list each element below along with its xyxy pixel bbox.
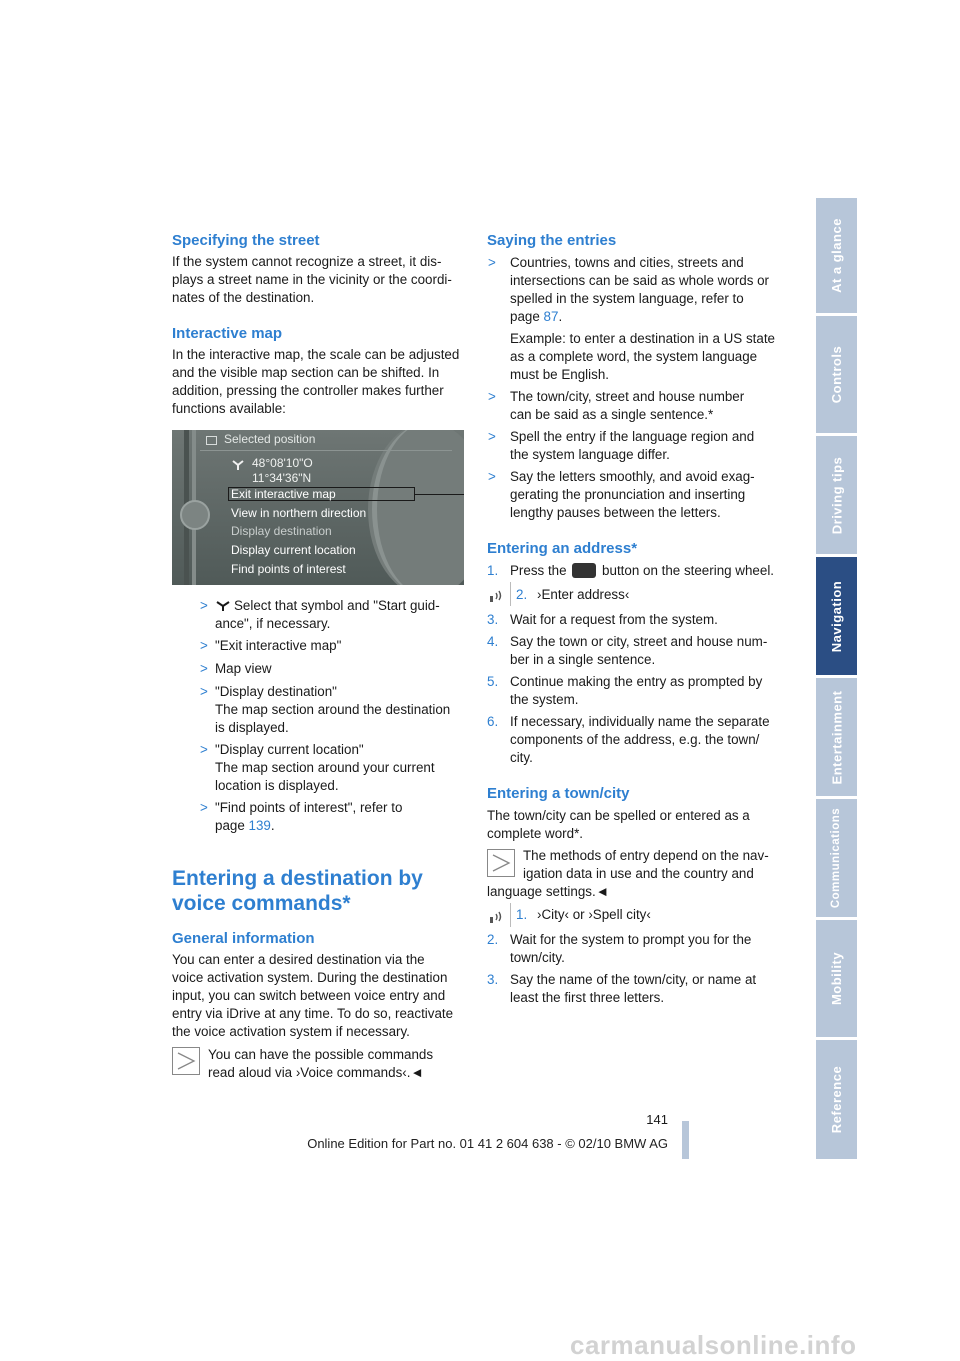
screen-menu-item[interactable]: Display current location — [231, 543, 356, 557]
bullet-map-view: Map view — [215, 661, 272, 676]
bullet-display-current-location: "Display current location" The map section around your current location is displayed. — [215, 742, 435, 793]
screen-menu-item[interactable]: Display destination — [231, 524, 332, 538]
voice-command-icon — [488, 584, 508, 604]
voice-command-icon — [488, 905, 508, 925]
page-link[interactable]: 87 — [543, 309, 559, 324]
screen-coord-lon: 11°34'36"N — [252, 471, 312, 485]
crosshair-icon — [216, 599, 230, 612]
sidebar-tab-driving-tips[interactable] — [816, 436, 857, 554]
screen-menu-item[interactable]: Find points of interest — [231, 562, 346, 576]
address-step-wait: Wait for a request from the system. — [510, 612, 718, 627]
page-marker-bar — [682, 1121, 689, 1159]
sidebar-tab-label: At a glance — [829, 218, 845, 293]
entering-town-heading: Entering a town/city — [487, 785, 630, 802]
sidebar-tab-label: Driving tips — [829, 456, 845, 534]
sidebar-tab-mobility[interactable] — [816, 920, 857, 1037]
general-information-heading: General information — [172, 930, 315, 947]
sidebar-tab-label: Navigation — [829, 580, 844, 652]
address-step-press-button: Press the button on the steering wheel. — [510, 563, 775, 578]
screen-window-icon — [206, 436, 217, 445]
town-note-line: The methods of entry depend on the nav- — [523, 848, 769, 863]
sidebar-tab-entertainment[interactable] — [816, 678, 857, 796]
sidebar-tab-controls[interactable] — [816, 316, 857, 433]
page-number: 141 — [646, 1112, 668, 1127]
address-step-enter-address: ›Enter address‹ — [537, 587, 630, 602]
town-intro-text: The town/city can be spelled or entered as a complete word*. — [487, 808, 750, 841]
crosshair-icon — [231, 457, 245, 471]
bullet-select-symbol: Select that symbol and "Start guid- — [234, 598, 440, 613]
town-note-line: language settings.◄ — [487, 884, 609, 899]
sidebar-tab-label: Reference — [829, 1065, 844, 1134]
saying-bullet-single-sentence: The town/city, street and house number can be said as a single sentence.* — [510, 389, 745, 422]
interactive-map-text: In the interactive map, the scale can be adjusted and the visible map section can be shifted. In addition, pressing the controller makes further functions available: — [172, 347, 460, 416]
note-icon — [172, 1047, 200, 1075]
sidebar-tab-navigation[interactable] — [816, 557, 857, 675]
sidebar-tab-label: Mobility — [829, 951, 845, 1006]
footer-edition: Online Edition for Part no. 01 41 2 604 638 - © 02/10 BMW AG — [307, 1136, 668, 1151]
saying-entries-heading: Saying the entries — [487, 232, 617, 249]
sidebar-tab-reference[interactable] — [816, 1040, 857, 1159]
town-step-say-name: Say the name of the town/city, or name at least the first three letters. — [510, 972, 757, 1005]
entering-address-heading: Entering an address* — [487, 540, 638, 557]
address-step-continue: Continue making the entry as prompted by the system. — [510, 674, 763, 707]
bullet-display-destination: "Display destination" The map section around the destination is displayed. — [215, 684, 451, 735]
steering-wheel-talk-button-icon — [572, 563, 596, 578]
screen-menu-item[interactable]: View in northern direction — [231, 506, 367, 520]
sidebar-tab-label: Controls — [829, 345, 845, 404]
entering-destination-heading: Entering a destination by voice commands* — [172, 867, 423, 915]
saying-bullet-letters: Say the letters smoothly, and avoid exag- gerating the pronunciation and inserting lengthy pauses between the letters. — [510, 469, 755, 520]
bullet-exit-map: "Exit interactive map" — [215, 638, 342, 653]
address-step-say-address: Say the town or city, street and house num- ber in a single sentence. — [510, 634, 768, 667]
specifying-street-heading: Specifying the street — [172, 232, 320, 249]
screen-menu-item[interactable]: Exit interactive map — [231, 487, 336, 501]
address-step-components: If necessary, individually name the separate components of the address, e.g. the town/ city. — [510, 714, 770, 765]
town-note-line: igation data in use and the country and — [523, 866, 754, 881]
sidebar-tab-at-a-glance[interactable] — [816, 198, 857, 313]
town-step-city: ›City‹ or ›Spell city‹ — [537, 907, 651, 922]
town-step-wait: Wait for the system to prompt you for the town/city. — [510, 932, 752, 965]
note-voice-commands: You can have the possible commands read aloud via ›Voice commands‹.◄ — [208, 1047, 434, 1080]
controller-knob — [180, 500, 210, 530]
saying-bullet-spell: Spell the entry if the language region and the system language differ. — [510, 429, 755, 462]
sidebar-tab-communications[interactable] — [816, 799, 857, 917]
screen-coord-lat: 48°08'10"O — [252, 456, 313, 470]
note-icon — [487, 849, 515, 877]
specifying-street-text: If the system cannot recognize a street, it dis- plays a street name in the vicinity or the coordi- nates of the destination. — [172, 254, 452, 305]
sidebar-tab-label: Communications — [830, 807, 843, 909]
idrive-screen-image — [172, 430, 464, 585]
bullet-find-poi: "Find points of interest", refer to page 139. — [215, 800, 403, 833]
general-information-text: You can enter a desired destination via the voice activation system. During the destination input, you can switch between voice entry and entry via iDrive at any time. To do so, reactivate the voice activation system if necessary. — [172, 952, 454, 1039]
interactive-map-heading: Interactive map — [172, 325, 283, 342]
watermark: carmanualsonline.info — [570, 1330, 857, 1360]
sidebar-tab-label: Entertainment — [829, 690, 844, 784]
page-link[interactable]: 139 — [248, 818, 271, 833]
screen-title: Selected position — [224, 432, 316, 446]
saying-bullet-countries: Countries, towns and cities, streets and intersections can be said as whole words or spelled in the system language, refer to page 87. Example: to enter a destination in a US state as a complete word, the system language must be English. — [510, 255, 775, 382]
